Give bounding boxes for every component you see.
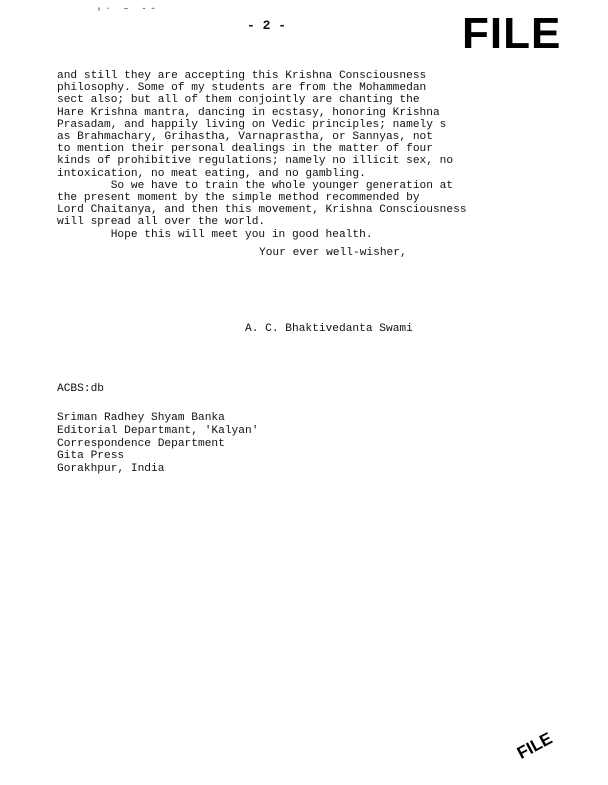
file-stamp-small: FILE: [514, 728, 556, 763]
body-line: sect also; but all of them conjointly are chanting the: [57, 94, 420, 107]
body-line: kinds of prohibitive regulations; namely no illicit sex, no: [57, 155, 454, 168]
address-line: Sriman Radhey Shyam Banka: [57, 412, 225, 424]
body-line: intoxication, no meat eating, and no gambling.: [57, 167, 366, 180]
body-line: the present moment by the simple method recommended by: [57, 192, 420, 205]
body-line: Prasadam, and happily living on Vedic principles; namely s: [57, 118, 447, 131]
address-line: Gorakhpur, India: [57, 463, 165, 476]
address-line: Gita Press: [57, 450, 125, 463]
page-number: - 2 -: [247, 18, 287, 33]
body-line: Hare Krishna mantra, dancing in ecstasy, honoring Krishna: [57, 106, 440, 119]
body-line: to mention their personal dealings in the matter of four: [57, 143, 433, 156]
reference-initials: ACBS:db: [57, 383, 104, 395]
file-stamp: FILE: [462, 9, 562, 58]
body-line: So we have to train the whole younger generation at: [57, 179, 454, 192]
body-line: Lord Chaitanya, and then this movement, Krishna Consciousness: [57, 204, 467, 217]
body-line: as Brahmachary, Grihastha, Varnaprastha, or Sannyas, not: [57, 131, 433, 144]
address-line: Editorial Departmant, 'Kalyan': [57, 424, 259, 437]
letter-closing: Your ever well-wisher,: [259, 247, 407, 259]
letter-body: [57, 70, 577, 241]
body-line: and still they are accepting this Krishna Consciousness: [57, 70, 427, 82]
body-line: philosophy. Some of my students are from the Mohammedan: [57, 82, 427, 95]
recipient-address: [57, 412, 258, 476]
body-line: Hope this will meet you in good health.: [57, 228, 373, 241]
body-line: will spread all over the world.: [57, 216, 266, 229]
address-line: Correspondence Department: [57, 437, 225, 450]
signature-name: A. C. Bhaktivedanta Swami: [245, 323, 413, 335]
corner-marks: ′´ ˜ ˇˆ: [96, 8, 160, 19]
